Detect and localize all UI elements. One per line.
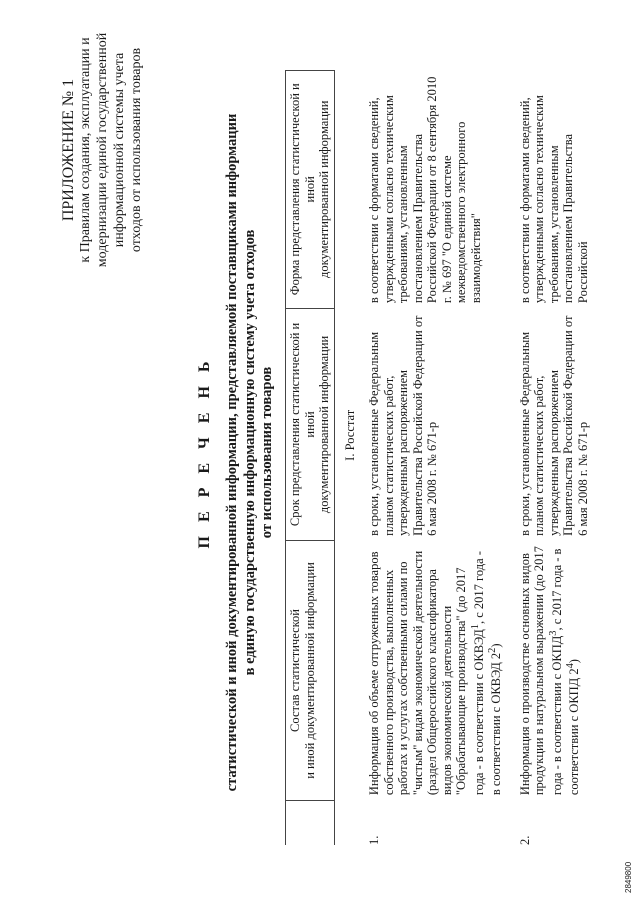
footnote-ref: 1 [469,624,481,630]
row-num: 1. [367,835,381,845]
document-subtitle-line: в единую государственную информационную систему учета отходов [241,229,258,676]
composition-part: , с 2017 года - в соответствии с ОКПД 2 [549,548,582,796]
footnote-ref: 2 [487,647,499,653]
row-composition [514,541,601,800]
row-num: 2. [517,835,532,845]
composition-part: , с 2017 года - в соответствии с ОКВЭД 2 [471,551,504,796]
appendix-line: информационной системы учета [112,52,127,248]
document-subtitle-line: статистической и иной документированной информации, представляемой поставщиками информации [224,113,240,792]
header-num [286,800,335,845]
composition-part: ) [489,643,504,648]
footnote-ref: 3 [547,630,559,636]
document-subtitle-line: от использования товаров [259,366,275,539]
header-composition: Состав статистической и иной документированной информации [286,541,335,800]
document-title: П Е Р Е Ч Е Н Ь [196,356,213,549]
row-term: в сроки, установленные Федеральным планом статистических работ, утвержденным распоряжением Правительства Российской Федерации от 6 мая 2008 г. № 671-р [517,315,590,536]
document-heading [196,0,277,905]
header-form: Форма представления статистической и иной документированной информации [286,71,335,309]
appendix-title: ПРИЛОЖЕНИЕ № 1 [60,78,77,222]
composition-part: ) [567,659,582,664]
composition-text: Информация о производстве основных видов продукции в натуральном выражении [517,553,547,796]
document-id-stamp: 2849800 [624,861,633,893]
appendix-block [60,15,145,285]
footnote-ref: 4 [565,663,577,669]
row-form: в соответствии с форматами сведений, утвержденными согласно техническим требованиям, установленным постановлением Правительства Российской [517,95,590,304]
composition-part: (до 2017 года - в соответствии с ОКВЭД [454,567,486,796]
composition-part: (до 2017 года - в соответствии с ОКПД [532,546,564,796]
appendix-line: модернизации единой государственной [95,32,110,268]
table-header-row [286,71,335,846]
row-composition [363,541,514,800]
row-form: в соответствии с форматами сведений, утвержденными согласно техническим требованиям, установленным постановлением Правительства Российской Федерации от 8 сентября 2010 г. № 697 "О единой системе межведомственного электронного взаимодействия" [367,76,483,304]
table-row [363,71,514,846]
appendix-line: к Правилам создания, эксплуатации и [78,37,93,263]
composition-text: Информация об объеме отгруженных товаров собственного производства, выполненных работах и услугах собственными силами по "чистым" видам экономической деятельности (раздел Общероссийского классификатора видов экономической деятельности "Обрабатывающие производства" [367,550,468,796]
information-table [285,70,600,845]
appendix-line: отходов от использования товаров [129,47,144,253]
row-term: в сроки, установленные Федеральным планом статистических работ, утвержденным распоряжением Правительства Российской Федерации от 6 мая 2008 г. № 671-р [367,315,439,536]
section-title: I. Росстат [342,409,357,461]
section-row [334,71,363,846]
header-term: Срок представления статистической и иной документированной информации [286,308,335,541]
table-row [514,71,601,846]
